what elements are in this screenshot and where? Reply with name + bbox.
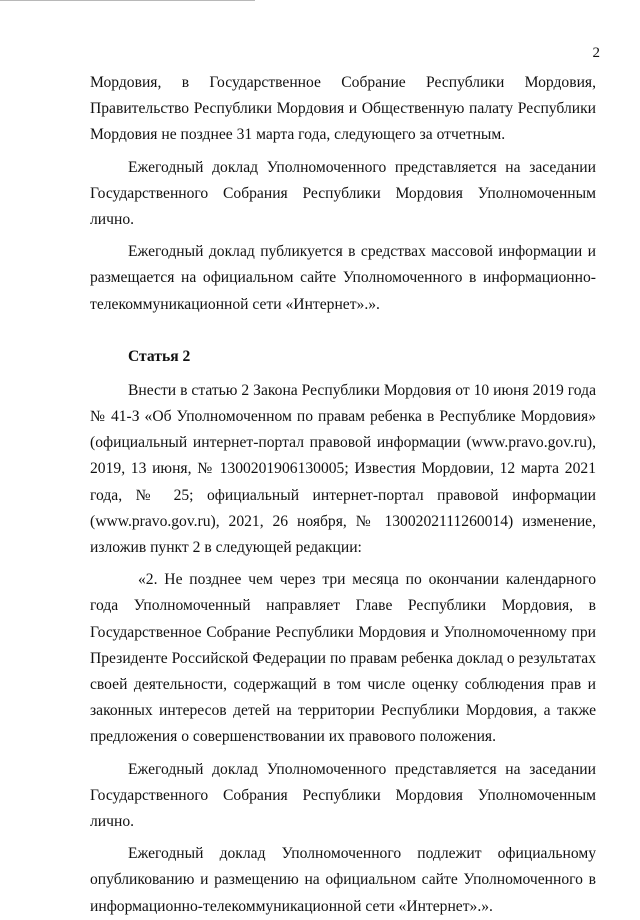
- paragraph-report-publication: Ежегодный доклад публикуется в средствах массовой информации и размещается на официальном сайте Уполномоченного в информационно-телекоммуникационной сети «Интернет».».: [90, 243, 596, 313]
- article-intro: Внести в статью 2 Закона Республики Мордовия от 10 июня 2019 года № 41-З «Об Уполномоченном по правам ребенка в Республике Мордовия» (официальный интернет-портал правовой информации (www.pravo.gov.ru), 2019, 13 июня, № 1300201906130005; Известия Мордовии, 12 марта 2021 года, № 25; официальный интернет-портал правовой информации (www.pravo.gov.ru), 2021, 26 ноября, № 1300202111260014) изменение, изложив пункт 2 в следующей редакции:: [90, 381, 596, 557]
- article-paragraph-presentation: Ежегодный доклад Уполномоченного представляется на заседании Государственного Собрания Республики Мордовия Уполномоченным лично.: [90, 760, 596, 831]
- paragraph-continuation: Мордовия, в Государственное Собрание Республики Мордовия, Правительство Республики Мордовия и Общественную палату Республики Мордовия не позднее 31 марта года, следующего за отчетным.: [90, 74, 596, 144]
- paragraph-report-presentation: Ежегодный доклад Уполномоченного представляется на заседании Государственного Собрания Республики Мордовия Уполномоченным лично.: [90, 158, 596, 229]
- document-body: [90, 70, 596, 920]
- article-quoted-clause: «2. Не позднее чем через три месяца по окончании календарного года Уполномоченный направляет Главе Республики Мордовия, в Государственное Собрание Республики Мордовия и Уполномоченному при Президенте Российской Федерации по правам ребенка доклад о результатах своей деятельности, содержащий в том числе оценку соблюдения прав и законных интересов детей на территории Республики Мордовия, а также предложения о совершенствовании их правового положения.: [90, 571, 596, 746]
- scan-edge-line: [0, 0, 255, 1]
- page-number: 2: [592, 45, 600, 61]
- article-heading: Статья 2: [128, 347, 191, 365]
- article-paragraph-publication: Ежегодный доклад Уполномоченного подлежит официальному опубликованию и размещению на официальном сайте Уполномоченного в информационно-телекоммуникационной сети «Интернет».».: [90, 845, 596, 915]
